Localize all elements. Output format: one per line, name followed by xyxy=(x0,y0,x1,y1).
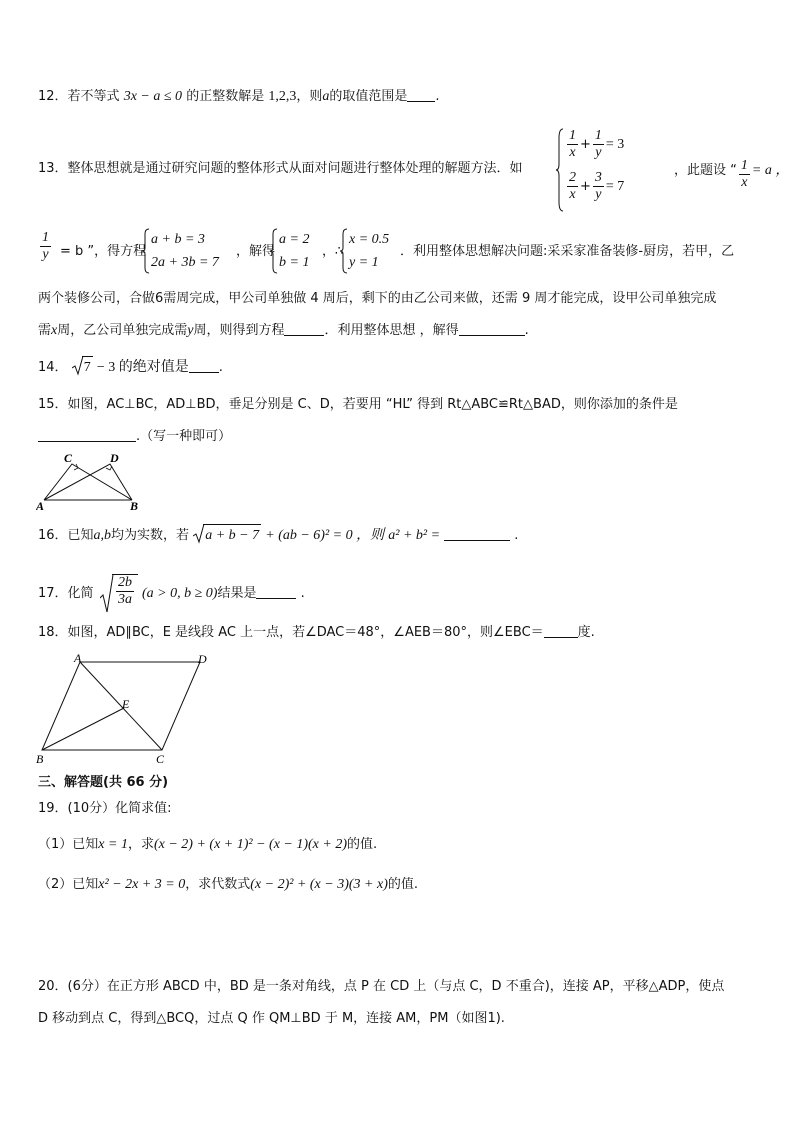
section-title: 三、解答题(共 66 分) xyxy=(38,775,169,790)
label-c: C xyxy=(64,451,73,465)
q17-answer-blank[interactable] xyxy=(256,584,296,599)
q16-vars: a,b xyxy=(93,528,112,543)
label-e: E xyxy=(122,697,130,711)
brace-icon xyxy=(270,228,278,274)
q18-figure xyxy=(34,650,214,768)
q16-answer-blank[interactable] xyxy=(444,526,510,541)
q13-set-a: ，此题设 “ $\frac{1}{x}$ = a ， xyxy=(674,158,790,190)
question-17 xyxy=(38,574,756,614)
q13-row2-value: = 7 xyxy=(605,179,625,194)
q19-p2-ask: ，求代数式 xyxy=(185,877,251,892)
q13-system-sol-ab xyxy=(270,228,309,274)
brace-icon xyxy=(556,128,564,212)
q13-prefix: 13．整体思想就是通过研究问题的整体形式从面对问题进行整体处理的解题方法．如 xyxy=(38,161,523,176)
q13-solution-blank[interactable] xyxy=(459,321,525,336)
label-c: C xyxy=(156,752,165,766)
q18-unit: 度. xyxy=(577,625,595,640)
q16-end: . xyxy=(514,528,519,543)
label-a: A xyxy=(74,651,82,665)
question-20-line2: D 移动到点 C，得到△BCQ，过点 Q 作 QM⊥BD 于 M，连接 AM，PM（如图1). xyxy=(38,1011,505,1026)
q13-solve-text: ．利用整体思想 ，解得 xyxy=(324,323,459,338)
q19-p1-end: 的值. xyxy=(347,837,378,852)
brace-icon xyxy=(142,228,150,274)
q13-sol-a: a = 2 xyxy=(279,232,310,247)
question-13-line4: 需x周，乙公司单独完成需y周，则得到方程 ．利用整体思想 ，解得 . xyxy=(38,323,529,338)
q18-text: 18．如图，AD∥BC，E 是线段 AC 上一点，若∠DAC＝48°，∠AEB＝80°，则∠EBC＝ xyxy=(38,625,544,640)
question-16 xyxy=(38,524,756,547)
q17-prefix: 17．化简 xyxy=(38,586,94,601)
q13-set-b: $\frac{1}{y}$ xyxy=(42,230,49,262)
sqrt-icon xyxy=(100,574,138,608)
question-15-line1: 15．如图，AC⊥BC，AD⊥BD，垂足分别是 C、D，若要用 “HL” 得到 Rt△ABC≌Rt△BAD，则你添加的条件是 xyxy=(38,397,678,412)
q15-figure xyxy=(36,450,146,512)
q17-denominator: 3a xyxy=(118,592,132,607)
q14-prefix: 14． xyxy=(38,360,68,375)
q17-condition: (a > 0, b ≥ 0) xyxy=(142,586,218,601)
question-15-line2 xyxy=(38,426,756,448)
q19-p2-end: 的值. xyxy=(387,877,419,892)
q12-text2: ，则 xyxy=(296,89,323,104)
q14-answer-blank[interactable] xyxy=(189,358,219,373)
q19-p1-expression: (x − 2) + (x + 1)² − (x − 1)(x + 2) xyxy=(153,837,348,852)
q13-weeks-b: 周，乙公司单独完成需 xyxy=(57,323,188,338)
q13-system-1 xyxy=(556,128,624,212)
question-20-line1: 20．(6分）在正方形 ABCD 中，BD 是一条对角线，点 P 在 CD 上（与点 C，D 不重合)，连接 AP，平移△ADP，使点 xyxy=(38,979,725,994)
q13-system-ab xyxy=(142,228,219,274)
q19-p1-ask: ，求 xyxy=(127,837,154,852)
sqrt-icon xyxy=(72,356,93,379)
q12-end: . xyxy=(435,89,440,104)
q19-p2-given: x² − 2x + 3 = 0 xyxy=(98,877,186,892)
label-d: D xyxy=(110,451,119,465)
q16-equation: + (ab − 6)² = 0 ，则 xyxy=(265,528,385,543)
q13-therefore: ，∴ xyxy=(322,244,344,259)
q19-p2-expression: (x − 2)² + (x − 3)(3 + x) xyxy=(250,877,388,892)
q18-answer-blank[interactable] xyxy=(544,623,578,638)
q16-ask: a² + b² = xyxy=(388,528,441,543)
q14-radicand: 7 xyxy=(82,356,93,379)
q13-sol-b: b = 1 xyxy=(279,255,310,270)
q19-p1-given: x = 1 xyxy=(98,837,128,852)
question-18 xyxy=(38,622,756,644)
q13-problem: ．利用整体思想解决问题:采采家准备装修-厨房，若甲，乙 xyxy=(400,244,735,259)
q12-solutions: 1,2,3 xyxy=(268,89,297,104)
q13-equation-blank[interactable] xyxy=(284,321,324,336)
q14-text: − 3 的绝对值是 xyxy=(96,360,189,375)
q13-set-b-text: = b ”，得方程 xyxy=(60,244,147,259)
question-13-line1 xyxy=(38,128,790,214)
q13-eq-a: a + b = 3 xyxy=(151,232,205,247)
label-b: B xyxy=(36,752,44,766)
q12-answer-blank[interactable] xyxy=(407,87,435,102)
question-14 xyxy=(38,356,756,379)
q16-prefix: 16．已知 xyxy=(38,528,94,543)
question-19-part2 xyxy=(38,874,756,896)
sqrt-icon xyxy=(193,524,261,547)
q15-answer-blank[interactable] xyxy=(38,427,136,442)
label-d: D xyxy=(198,652,207,666)
q13-solve-word: ，解得 xyxy=(236,244,276,259)
question-13-line2 xyxy=(38,228,756,274)
q16-radicand: a + b − 7 xyxy=(203,524,261,547)
q13-end: . xyxy=(524,323,529,338)
q12-prefix: 12．若不等式 xyxy=(38,89,120,104)
q13-system-1-row1: $\frac{1}{x}$ + $\frac{1}{y}$ = 3 xyxy=(569,128,625,160)
q15-hint: .（写一种即可） xyxy=(136,429,232,444)
q17-numerator: 2b xyxy=(118,575,132,590)
q17-rest xyxy=(142,583,305,605)
brace-icon xyxy=(340,228,348,274)
label-b: B xyxy=(130,499,139,512)
q13-eq-b: 2a + 3b = 7 xyxy=(151,255,219,270)
q12-text3: 的取值范围是 xyxy=(329,89,408,104)
question-19-head: 19．(10分）化简求值: xyxy=(38,801,172,816)
q19-p1-label: （1）已知 xyxy=(38,837,99,852)
question-19-part1 xyxy=(38,834,756,856)
q13-sol-y: y = 1 xyxy=(349,255,379,270)
q12-text: 的正整数解是 xyxy=(186,89,265,104)
q13-need: 需 xyxy=(38,323,52,338)
q17-end: . xyxy=(300,586,305,601)
q12-inequality: 3x − a ≤ 0 xyxy=(123,89,183,104)
question-13-line3: 两个装修公司，合做6需周完成，甲公司单独做 4 周后，剩下的由乙公司来做，还需 9 周才能完成，设甲公司单独完成 xyxy=(38,291,717,306)
q13-system-1-row2: $\frac{2}{x}$ + $\frac{3}{y}$ = 7 xyxy=(569,170,625,202)
q16-text: 均为实数，若 xyxy=(111,528,190,543)
q12-variable: a xyxy=(322,89,330,104)
q13-after-system: ，此题设 “ xyxy=(674,163,737,178)
q14-end: . xyxy=(218,360,223,375)
q13-set-a-text: = a ， xyxy=(751,163,790,178)
q17-text: 结果是 xyxy=(217,586,257,601)
q13-row1-value: = 3 xyxy=(605,137,625,152)
q19-p2-label: （2）已知 xyxy=(38,877,99,892)
q13-system-sol-xy xyxy=(340,228,389,274)
question-12 xyxy=(38,86,756,108)
q13-sol-x: x = 0.5 xyxy=(349,232,390,247)
q13-equation-word: 周，则得到方程 xyxy=(193,323,285,338)
label-a: A xyxy=(36,499,45,512)
